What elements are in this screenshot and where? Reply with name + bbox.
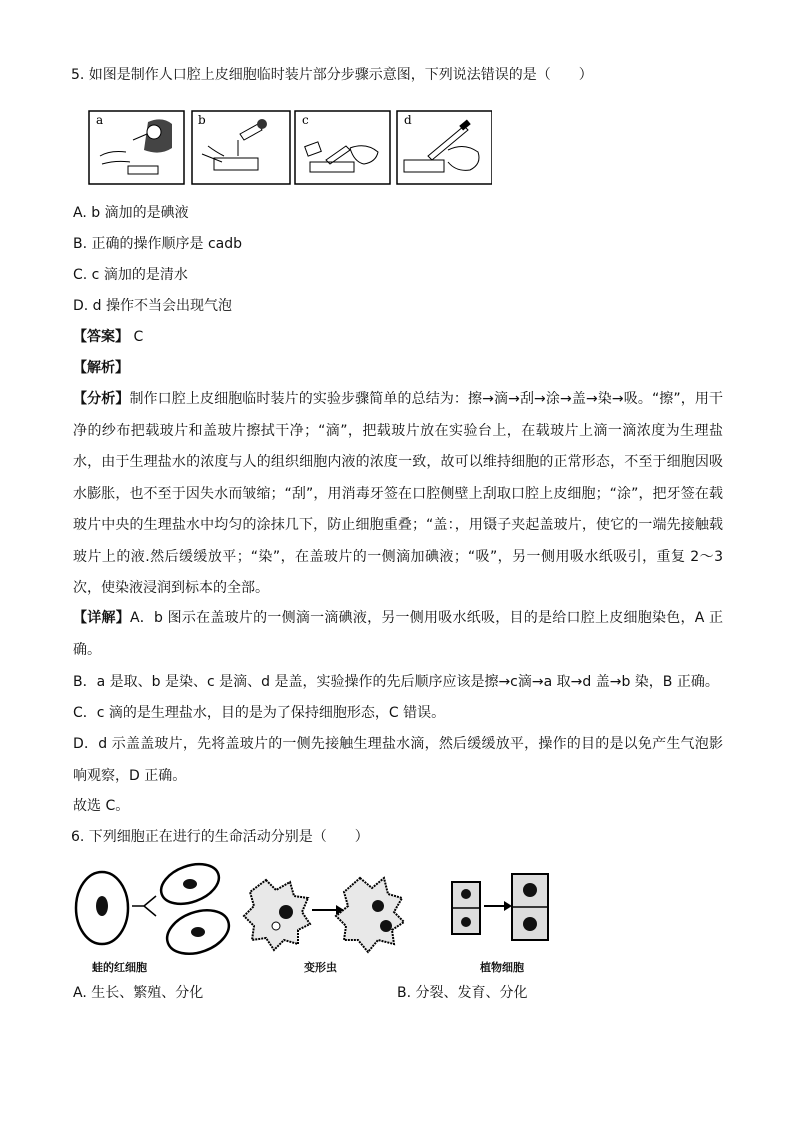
- xiangjie-a-text: A．b 图示在盖玻片的一侧滴一滴碘液，另一侧用吸水纸吸，目的是给口腔上皮细胞染色，A 正确。: [73, 610, 723, 658]
- xiangjie-label: 【详解】: [73, 610, 130, 626]
- q5-xiangjie-d: D．d 示盖盖玻片，先将盖玻片的一侧先接触生理盐水滴，然后缓缓放平，操作的目的是以免产生气泡影响观察，D 正确。: [73, 736, 723, 784]
- fenxi-label: 【分析】: [73, 391, 130, 407]
- q5-xiangjie-c: C．c 滴的是生理盐水，目的是为了保持细胞形态，C 错误。: [73, 705, 446, 721]
- panel-d-label: d: [404, 113, 412, 127]
- q5-xiangjie-a: [73, 603, 723, 666]
- q5-answer: [73, 327, 143, 347]
- answer-label: 【答案】: [73, 329, 129, 345]
- q5-option-c: C. c 滴加的是清水: [73, 267, 188, 283]
- caption-frog-rbc: 蛙的红细胞: [92, 961, 147, 974]
- q5-figure: [88, 110, 492, 186]
- frog-red-blood-cells: [76, 862, 235, 962]
- panel-a-label: a: [96, 113, 104, 127]
- panel-c-label: c: [302, 113, 309, 127]
- q6-figure: [70, 862, 556, 974]
- panel-b: [192, 111, 290, 184]
- plant-cells: [452, 874, 548, 940]
- panel-a: [89, 111, 184, 184]
- q5-option-d: D. d 操作不当会出现气泡: [73, 298, 233, 314]
- analysis-label: 【解析】: [73, 360, 129, 376]
- panel-c: [295, 111, 390, 184]
- panel-b-label: b: [198, 113, 206, 127]
- q5-option-a: A. b 滴加的是碘液: [73, 205, 189, 221]
- caption-plant-cell: 植物细胞: [480, 961, 524, 974]
- answer-value: C: [133, 329, 144, 345]
- fenxi-text: 制作口腔上皮细胞临时装片的实验步骤简单的总结为：擦→滴→刮→涂→盖→染→吸。“擦”，用干净的纱布把载玻片和盖玻片擦拭干净；“滴”，把载玻片放在实验台上，在载玻片上滴一滴浓度为生理盐水，由于生理盐水的浓度与人的组织细胞内液的浓度一致，故可以维持细胞的正常形态，不至于细胞因吸水膨胀，也不至于因失水而皱缩；“刮”，用消毒牙签在口腔侧壁上刮取口腔上皮细胞；“涂”，把牙签在载玻片中央的生理盐水中均匀的涂抹几下，防止细胞重叠；“盖：，用镊子夹起盖玻片，使它的一端先接触载玻片上的液.然后缓缓放平；“染”，在盖玻片的一侧滴加碘液；“吸”，另一侧用吸水纸吸引，重复 2～3次，使染液浸润到标本的全部。: [73, 391, 723, 596]
- q5-xiangjie-b: B．a 是取、b 是染、c 是滴、d 是盖，实验操作的先后顺序应该是擦→c滴→a 取→d 盖→b 染，B 正确。: [73, 674, 719, 690]
- q6-option-a: A. 生长、繁殖、分化: [73, 985, 204, 1001]
- caption-amoeba: 变形虫: [304, 961, 337, 974]
- q5-stem: 5. 如图是制作人口腔上皮细胞临时装片部分步骤示意图，下列说法错误的是（ ）: [71, 67, 593, 83]
- amoeba: [244, 878, 404, 952]
- q6-option-b: B. 分裂、发育、分化: [397, 985, 528, 1001]
- q5-conclusion: 故选 C。: [73, 798, 130, 814]
- panel-d: [397, 111, 492, 184]
- q6-stem: 6. 下列细胞正在进行的生命活动分别是（ ）: [71, 829, 369, 845]
- q5-option-b: B. 正确的操作顺序是 cadb: [73, 236, 243, 252]
- q5-fenxi: [73, 384, 723, 605]
